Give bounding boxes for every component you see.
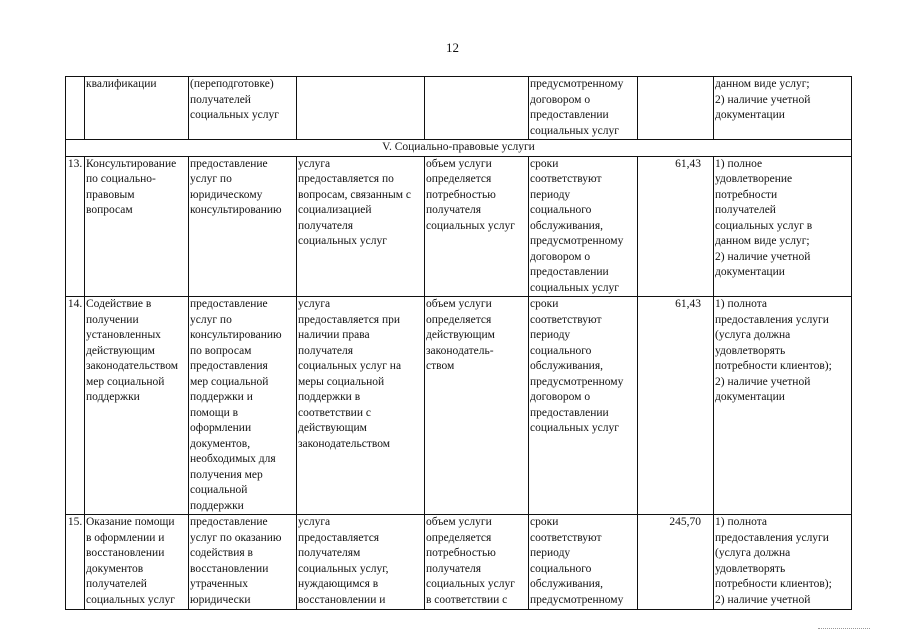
cell-volume: [425, 77, 529, 140]
cell-line: получателям: [298, 547, 361, 559]
page-number: 12: [446, 40, 459, 55]
cell-line: социального: [530, 204, 592, 216]
cell-quality: [714, 297, 852, 515]
cell-line: получения мер: [190, 468, 263, 481]
cell-line: соответствии с: [298, 406, 371, 419]
cell-line: определяется: [426, 531, 492, 544]
cell-line: предоставления услуги: [715, 531, 829, 544]
cell-line: документации: [715, 266, 785, 278]
cell-line: восстановлении: [190, 562, 269, 575]
cell-num: [66, 77, 85, 140]
cell-line: квалификации: [86, 78, 157, 90]
cell-line: потребностью: [426, 188, 496, 201]
cell-line: потребности: [715, 188, 778, 201]
cell-line: получателей: [715, 204, 776, 216]
cell-line: поддержки и: [190, 391, 253, 403]
cell-conditions: [297, 77, 425, 140]
cell-terms: [529, 156, 638, 297]
cell-line: предоставлении: [530, 406, 609, 419]
cell-line: получателей: [190, 93, 251, 106]
cell-content: [189, 77, 297, 140]
cell-line: объем услуги: [426, 298, 492, 310]
cell-line: объем услуги: [426, 516, 492, 528]
cell-line: получателя: [426, 562, 481, 575]
cell-line: 1) полнота: [715, 516, 767, 528]
cell-line: услуга: [298, 157, 331, 170]
cell-line: обслуживания,: [530, 578, 603, 590]
continuation-row: [66, 77, 852, 140]
cell-line: поддержки: [86, 391, 140, 403]
cell-line: услуг по: [190, 313, 232, 326]
cell-content: [189, 515, 297, 610]
cell-conditions: [297, 297, 425, 515]
cell-line: документов: [86, 562, 144, 575]
cell-line: периоду: [530, 547, 571, 559]
cell-line: социальных услуг: [530, 281, 619, 294]
cell-line: предоставление: [190, 298, 268, 310]
cell-line: социального: [530, 562, 592, 575]
cell-line: действующим: [298, 422, 367, 434]
cell-content: [189, 156, 297, 297]
cell-line: социализацией: [298, 204, 372, 216]
cell-line: услуг по оказанию: [190, 531, 282, 544]
cell-line: предоставляется по: [298, 173, 394, 185]
cell-line: документации: [715, 109, 785, 121]
cell-line: (услуга должна: [715, 547, 791, 559]
cell-line: правовым: [86, 188, 135, 201]
cell-line: законодательством: [298, 437, 391, 450]
cell-line: социальных услуг: [298, 235, 387, 247]
cell-line: сроки: [530, 298, 559, 310]
cell-line: сроки: [530, 157, 559, 170]
cell-line: мер социальной: [190, 375, 269, 388]
cell-line: сроки: [530, 516, 559, 528]
cell-line: соответствуют: [530, 531, 602, 544]
cell-rate: 245,70: [638, 515, 714, 610]
cell-line: социальной: [190, 484, 248, 496]
cell-line: Содействие в: [86, 298, 152, 310]
cell-line: социального: [530, 344, 592, 357]
cell-terms: [529, 77, 638, 140]
cell-line: объем услуги: [426, 157, 492, 170]
cell-line: обслуживания,: [530, 219, 603, 232]
service-row: [66, 515, 852, 610]
cell-line: в оформлении и: [86, 531, 165, 544]
cell-rate: [638, 77, 714, 140]
cell-line: поддержки: [190, 499, 244, 512]
cell-line: договором о: [530, 391, 591, 403]
cell-line: удовлетворять: [715, 562, 786, 575]
cell-line: данном виде услуг;: [715, 78, 810, 90]
cell-line: 2) наличие учетной: [715, 375, 811, 388]
cell-line: предоставляется при: [298, 313, 401, 326]
cell-line: предусмотренному: [530, 593, 624, 606]
cell-volume: [425, 515, 529, 610]
service-row: [66, 156, 852, 297]
cell-line: социальных услуг: [530, 422, 619, 434]
cell-line: 2) наличие учетной: [715, 250, 811, 263]
cell-line: необходимых для: [190, 453, 276, 465]
section-row: [66, 140, 852, 157]
service-row: [66, 297, 852, 515]
cell-line: предоставляется: [298, 531, 380, 544]
cell-line: помощи в: [190, 406, 239, 419]
cell-content: [189, 297, 297, 515]
cell-line: юридическому: [190, 188, 263, 201]
cell-line: в соответствии с: [426, 593, 508, 606]
cell-line: получателя: [426, 204, 481, 216]
cell-line: консультированию: [190, 329, 282, 341]
cell-volume: [425, 297, 529, 515]
cell-line: восстановлении и: [298, 593, 386, 606]
services-table: [65, 76, 852, 610]
cell-terms: [529, 297, 638, 515]
cell-line: вопросам, связанным с: [298, 188, 412, 201]
cell-line: документации: [715, 391, 785, 403]
cell-line: действующим: [426, 329, 495, 341]
cell-line: социальных услуг в: [715, 219, 813, 232]
cell-line: договором о: [530, 250, 591, 263]
cell-line: предусмотренному: [530, 235, 624, 247]
cell-quality: [714, 515, 852, 610]
cell-line: потребности клиентов);: [715, 578, 832, 590]
cell-line: удовлетворять: [715, 344, 786, 357]
cell-line: предоставления: [190, 360, 268, 372]
cell-line: социальных услуг: [190, 109, 279, 121]
cell-line: данном виде услуг;: [715, 235, 810, 247]
cell-line: соответствуют: [530, 173, 602, 185]
cell-line: установленных: [86, 329, 161, 341]
cell-line: предоставления услуги: [715, 313, 829, 326]
cell-quality: [714, 156, 852, 297]
cell-line: консультированию: [190, 204, 282, 216]
cell-line: обслуживания,: [530, 360, 603, 372]
cell-line: предусмотренному: [530, 375, 624, 388]
cell-line: Консультирование: [86, 157, 177, 170]
cell-line: законодательством: [86, 360, 179, 372]
cell-line: получателей: [86, 578, 147, 590]
cell-line: предоставление: [190, 516, 268, 528]
cell-volume: [425, 156, 529, 297]
cell-line: социальных услуг: [426, 578, 515, 590]
cell-num: 14.: [66, 297, 85, 515]
cell-line: (услуга должна: [715, 329, 791, 341]
cell-terms: [529, 515, 638, 610]
cell-line: получателя: [298, 219, 353, 232]
cell-name: [85, 297, 189, 515]
cell-rate: 61,43: [638, 297, 714, 515]
cell-line: ством: [426, 360, 455, 372]
cell-quality: [714, 77, 852, 140]
cell-num: 15.: [66, 515, 85, 610]
cell-line: предоставлении: [530, 266, 609, 278]
cell-line: предоставлении: [530, 109, 609, 121]
cell-line: соответствуют: [530, 313, 602, 326]
cell-line: социальных услуг,: [298, 562, 389, 575]
cell-line: Оказание помощи: [86, 516, 175, 528]
cell-line: утраченных: [190, 578, 248, 590]
cell-conditions: [297, 515, 425, 610]
cell-line: по социально-: [86, 173, 156, 185]
cell-line: определяется: [426, 313, 492, 326]
cell-line: социальных услуг: [426, 219, 515, 232]
cell-name: [85, 515, 189, 610]
cell-line: удовлетворение: [715, 173, 793, 185]
cell-line: получателя: [298, 344, 353, 357]
cell-line: потребностью: [426, 547, 496, 559]
cell-rate: 61,43: [638, 156, 714, 297]
cell-line: социальных услуг: [530, 124, 619, 137]
cell-line: по вопросам: [190, 344, 252, 357]
cell-line: документов,: [190, 437, 251, 450]
cell-line: получении: [86, 313, 139, 326]
cell-line: договором о: [530, 93, 591, 106]
section-title: V. Социально-правовые услуги: [66, 140, 852, 157]
cell-line: определяется: [426, 173, 492, 185]
cell-line: периоду: [530, 188, 571, 201]
cell-line: 1) полнота: [715, 298, 767, 310]
cell-line: меры социальной: [298, 375, 385, 388]
cell-line: содействия в: [190, 547, 253, 559]
cell-line: оформлении: [190, 422, 252, 434]
cell-line: услуга: [298, 298, 331, 310]
cell-line: действующим: [86, 344, 155, 357]
cell-name: [85, 77, 189, 140]
cell-line: (переподготовке): [190, 78, 274, 90]
cell-line: законодатель-: [426, 344, 494, 357]
cell-conditions: [297, 156, 425, 297]
cell-line: 1) полное: [715, 157, 763, 170]
cell-line: услуг по: [190, 173, 232, 185]
cell-line: периоду: [530, 329, 571, 341]
cell-line: предусмотренному: [530, 78, 624, 90]
cell-line: 2) наличие учетной: [715, 593, 811, 606]
cell-line: восстановлении: [86, 547, 165, 559]
corner-dots: [818, 628, 870, 630]
cell-line: услуга: [298, 516, 331, 528]
cell-name: [85, 156, 189, 297]
cell-line: потребности клиентов);: [715, 360, 832, 372]
cell-line: наличии права: [298, 329, 370, 341]
cell-line: нуждающимся в: [298, 578, 379, 590]
cell-line: социальных услуг: [86, 593, 175, 606]
cell-line: поддержки в: [298, 391, 361, 403]
cell-num: 13.: [66, 156, 85, 297]
cell-line: предоставление: [190, 157, 268, 170]
cell-line: 2) наличие учетной: [715, 93, 811, 106]
cell-line: мер социальной: [86, 375, 165, 388]
cell-line: социальных услуг на: [298, 360, 402, 372]
cell-line: вопросам: [86, 204, 133, 216]
cell-line: юридически: [190, 593, 251, 606]
